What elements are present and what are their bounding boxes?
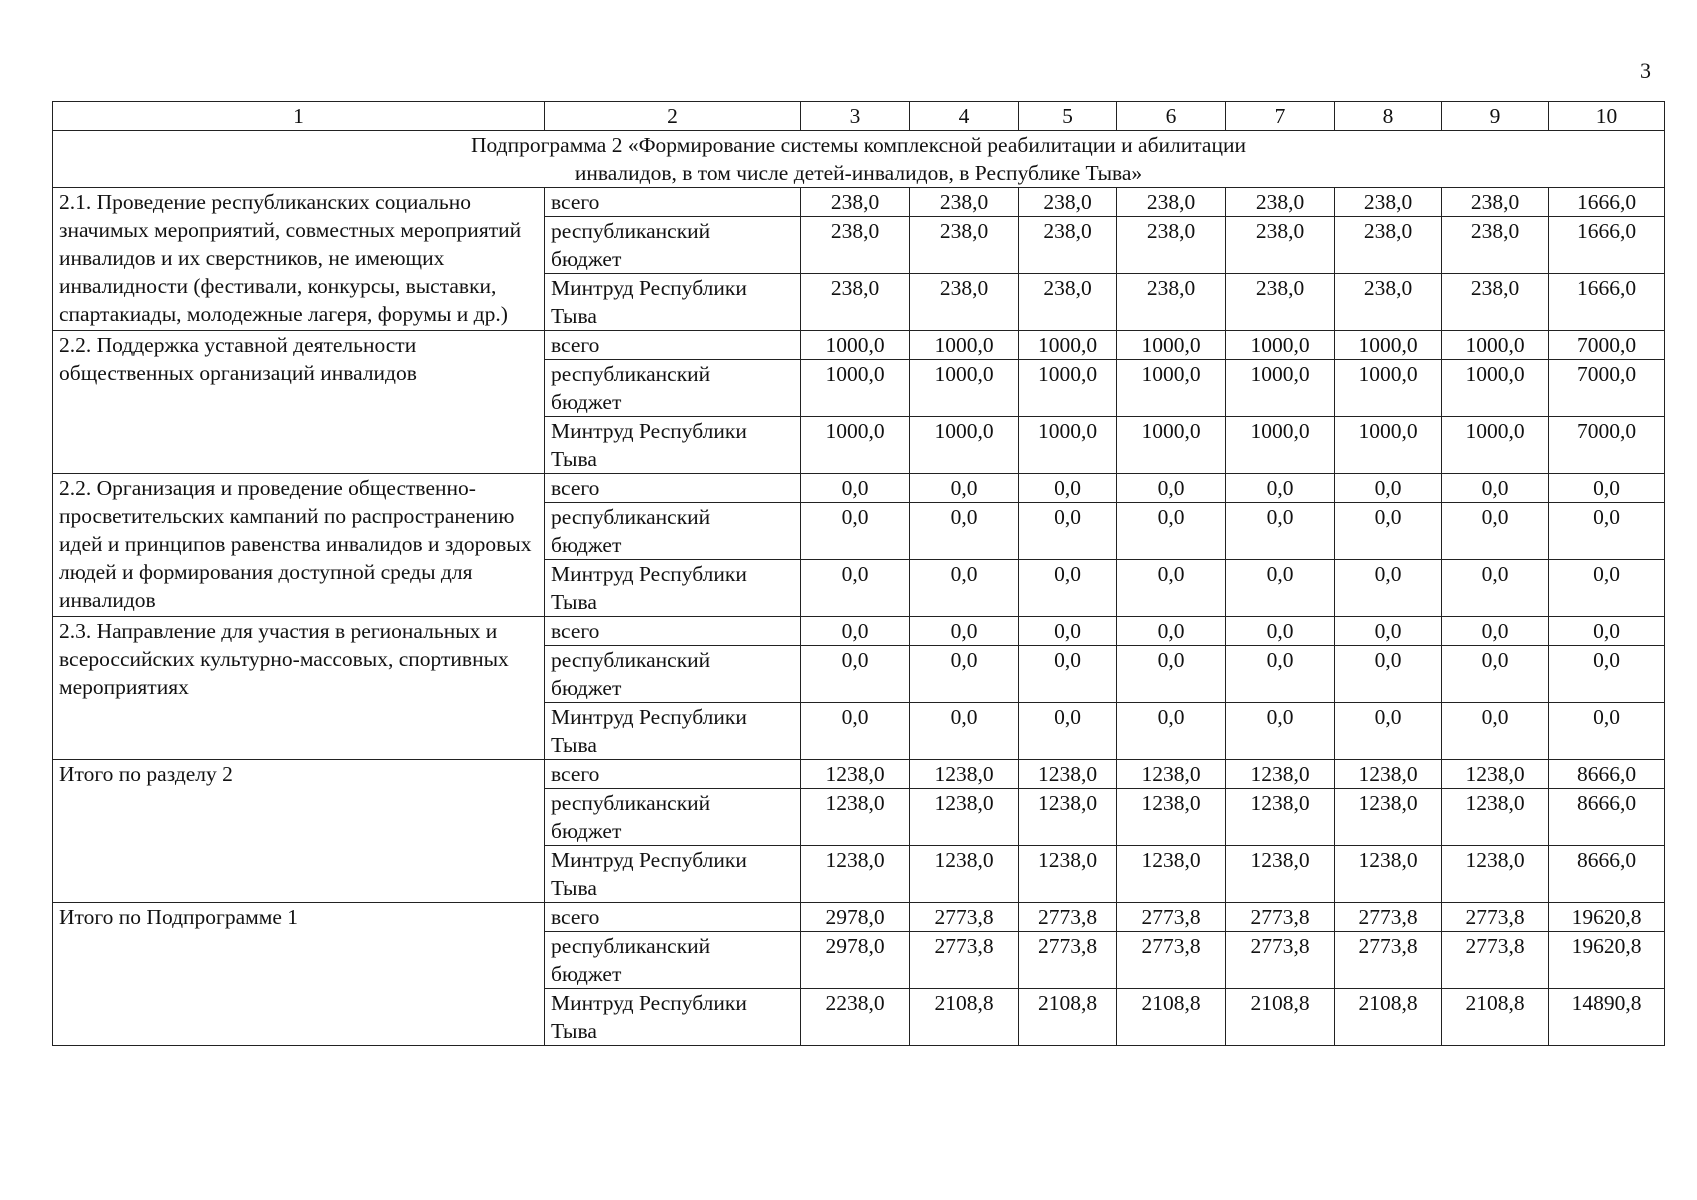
value-cell: 0,0: [1442, 617, 1549, 646]
value-cell: 238,0: [910, 188, 1019, 217]
column-number: 1: [53, 102, 545, 131]
value-cell: 0,0: [910, 617, 1019, 646]
funding-source: [545, 903, 801, 932]
funding-source: [545, 760, 801, 789]
value-cell: 0,0: [910, 646, 1019, 703]
column-number: 4: [910, 102, 1019, 131]
funding-source: [545, 274, 801, 331]
value-cell: 1000,0: [1226, 417, 1335, 474]
funding-source-label: бюджет: [551, 676, 622, 700]
value-cell: 1000,0: [1442, 360, 1549, 417]
table-row: [53, 760, 1665, 789]
funding-source-label: бюджет: [551, 247, 622, 271]
value-cell: 1000,0: [801, 331, 910, 360]
value-cell: 238,0: [910, 217, 1019, 274]
column-number: 9: [1442, 102, 1549, 131]
value-cell: 238,0: [801, 188, 910, 217]
value-cell: 1666,0: [1549, 274, 1665, 331]
value-cell: 1000,0: [1335, 331, 1442, 360]
funding-source-label: всего: [551, 762, 600, 786]
value-cell: 0,0: [1019, 560, 1117, 617]
funding-source-label: бюджет: [551, 962, 622, 986]
value-cell: 0,0: [910, 503, 1019, 560]
value-cell: 238,0: [1442, 188, 1549, 217]
funding-table: [52, 101, 1665, 1046]
value-cell: 1000,0: [801, 360, 910, 417]
value-cell: 2773,8: [1019, 932, 1117, 989]
value-cell: 2773,8: [1019, 903, 1117, 932]
value-cell: 0,0: [1226, 617, 1335, 646]
value-cell: 1238,0: [1442, 846, 1549, 903]
value-cell: 2108,8: [1117, 989, 1226, 1046]
funding-source: [545, 217, 801, 274]
value-cell: 1238,0: [1335, 760, 1442, 789]
value-cell: 1000,0: [1442, 417, 1549, 474]
value-cell: 1238,0: [910, 846, 1019, 903]
value-cell: 2108,8: [1226, 989, 1335, 1046]
value-cell: 19620,8: [1549, 903, 1665, 932]
page-number: 3: [1640, 58, 1651, 83]
value-cell: 0,0: [1335, 474, 1442, 503]
funding-source-label: Тыва: [551, 590, 597, 614]
value-cell: 238,0: [1335, 274, 1442, 331]
value-cell: 238,0: [801, 274, 910, 331]
value-cell: 0,0: [1335, 560, 1442, 617]
funding-source: [545, 560, 801, 617]
value-cell: 1238,0: [1335, 846, 1442, 903]
funding-source-label: всего: [551, 905, 600, 929]
value-cell: 8666,0: [1549, 846, 1665, 903]
funding-source-label: республиканский: [551, 791, 711, 815]
value-cell: 0,0: [1226, 503, 1335, 560]
value-cell: 0,0: [801, 617, 910, 646]
value-cell: 1238,0: [801, 846, 910, 903]
value-cell: 0,0: [1549, 646, 1665, 703]
funding-source: [545, 789, 801, 846]
value-cell: 1238,0: [1019, 760, 1117, 789]
value-cell: 238,0: [1117, 274, 1226, 331]
value-cell: 0,0: [801, 560, 910, 617]
value-cell: 1000,0: [1019, 417, 1117, 474]
value-cell: 1238,0: [910, 760, 1019, 789]
value-cell: 238,0: [1019, 188, 1117, 217]
value-cell: 1238,0: [801, 760, 910, 789]
value-cell: 1238,0: [1117, 846, 1226, 903]
value-cell: 0,0: [1549, 474, 1665, 503]
funding-source: [545, 932, 801, 989]
value-cell: 1000,0: [1117, 331, 1226, 360]
funding-source-label: бюджет: [551, 390, 622, 414]
value-cell: 0,0: [1019, 646, 1117, 703]
table-row: [53, 617, 1665, 646]
value-cell: 0,0: [1117, 617, 1226, 646]
table-row: [53, 474, 1665, 503]
value-cell: 2773,8: [1335, 932, 1442, 989]
value-cell: 0,0: [1442, 474, 1549, 503]
value-cell: 0,0: [1117, 474, 1226, 503]
value-cell: 7000,0: [1549, 360, 1665, 417]
value-cell: 1238,0: [1019, 846, 1117, 903]
funding-source-label: Тыва: [551, 304, 597, 328]
value-cell: 0,0: [1442, 503, 1549, 560]
value-cell: 1000,0: [1117, 360, 1226, 417]
activity-name: 2.3. Направление для участия в региональных и всероссийских культурно-массовых, спортивных мероприятиях: [53, 617, 545, 760]
funding-source-label: Тыва: [551, 876, 597, 900]
funding-source: [545, 989, 801, 1046]
value-cell: 1000,0: [801, 417, 910, 474]
funding-source-label: Минтруд Республики: [551, 562, 747, 586]
funding-source-label: республиканский: [551, 934, 711, 958]
funding-source-label: республиканский: [551, 505, 711, 529]
value-cell: 1000,0: [1226, 331, 1335, 360]
value-cell: 2773,8: [910, 932, 1019, 989]
value-cell: 0,0: [1442, 646, 1549, 703]
value-cell: 238,0: [1117, 188, 1226, 217]
funding-source-label: Минтруд Республики: [551, 276, 747, 300]
value-cell: 0,0: [801, 646, 910, 703]
funding-source-label: всего: [551, 333, 600, 357]
activity-name: 2.2. Поддержка уставной деятельности общественных организаций инвалидов: [53, 331, 545, 474]
value-cell: 0,0: [1549, 617, 1665, 646]
value-cell: 238,0: [1226, 274, 1335, 331]
subprogram-title-row: [53, 131, 1665, 188]
activity-name: 2.2. Организация и проведение общественно-просветительских кампаний по распространению идей и принципов равенства инвалидов и здоровых людей и формирования доступной среды для инвалидов: [53, 474, 545, 617]
value-cell: 0,0: [1549, 503, 1665, 560]
value-cell: 14890,8: [1549, 989, 1665, 1046]
funding-source-label: Минтруд Республики: [551, 419, 747, 443]
value-cell: 1238,0: [1226, 846, 1335, 903]
table-row: [53, 903, 1665, 932]
value-cell: 0,0: [801, 474, 910, 503]
value-cell: 0,0: [1226, 560, 1335, 617]
value-cell: 0,0: [1335, 617, 1442, 646]
value-cell: 0,0: [910, 474, 1019, 503]
value-cell: 2773,8: [1442, 932, 1549, 989]
value-cell: 1000,0: [1335, 360, 1442, 417]
column-number-row: [53, 102, 1665, 131]
funding-source: [545, 503, 801, 560]
activity-name: 2.1. Проведение республиканских социально значимых мероприятий, совместных мероприятий инвалидов и их сверстников, не имеющих инвалидности (фестивали, конкурсы, выставки, спартакиады, молодежные лагеря, форумы и др.): [53, 188, 545, 331]
value-cell: 0,0: [1335, 503, 1442, 560]
funding-source-label: республиканский: [551, 648, 711, 672]
value-cell: 2978,0: [801, 932, 910, 989]
value-cell: 0,0: [910, 560, 1019, 617]
column-number: 7: [1226, 102, 1335, 131]
value-cell: 1000,0: [910, 417, 1019, 474]
value-cell: 238,0: [1019, 217, 1117, 274]
activity-name: Итого по Подпрограмме 1: [53, 903, 545, 1046]
subprogram-title-line: Подпрограмма 2 «Формирование системы комплексной реабилитации и абилитации: [471, 133, 1246, 157]
value-cell: 1666,0: [1549, 217, 1665, 274]
value-cell: 1238,0: [1335, 789, 1442, 846]
value-cell: 1666,0: [1549, 188, 1665, 217]
value-cell: 1238,0: [1117, 789, 1226, 846]
value-cell: 238,0: [1019, 274, 1117, 331]
table-row: [53, 331, 1665, 360]
value-cell: 19620,8: [1549, 932, 1665, 989]
value-cell: 0,0: [910, 703, 1019, 760]
value-cell: 1000,0: [1442, 331, 1549, 360]
value-cell: 0,0: [1442, 703, 1549, 760]
funding-source-label: республиканский: [551, 362, 711, 386]
value-cell: 0,0: [1549, 703, 1665, 760]
funding-source: [545, 331, 801, 360]
value-cell: 1000,0: [910, 331, 1019, 360]
value-cell: 1238,0: [1117, 760, 1226, 789]
value-cell: 1238,0: [801, 789, 910, 846]
value-cell: 2773,8: [910, 903, 1019, 932]
funding-source-label: всего: [551, 476, 600, 500]
funding-source: [545, 474, 801, 503]
value-cell: 238,0: [1335, 217, 1442, 274]
funding-source-label: Минтруд Республики: [551, 991, 747, 1015]
funding-source: [545, 188, 801, 217]
column-number: 6: [1117, 102, 1226, 131]
column-number: 5: [1019, 102, 1117, 131]
funding-source-label: всего: [551, 190, 600, 214]
value-cell: 2978,0: [801, 903, 910, 932]
value-cell: 1000,0: [1335, 417, 1442, 474]
value-cell: 1000,0: [1226, 360, 1335, 417]
value-cell: 2108,8: [1335, 989, 1442, 1046]
funding-source-label: Минтруд Республики: [551, 705, 747, 729]
value-cell: 2773,8: [1335, 903, 1442, 932]
funding-source: [545, 417, 801, 474]
funding-source: [545, 703, 801, 760]
funding-source-label: бюджет: [551, 819, 622, 843]
value-cell: 0,0: [1117, 503, 1226, 560]
value-cell: 0,0: [1117, 646, 1226, 703]
value-cell: 238,0: [1226, 217, 1335, 274]
value-cell: 2773,8: [1226, 932, 1335, 989]
subprogram-title: [53, 131, 1665, 188]
value-cell: 0,0: [1019, 617, 1117, 646]
subprogram-title-line: инвалидов, в том числе детей-инвалидов, в Республике Тыва»: [574, 161, 1143, 185]
value-cell: 238,0: [1442, 274, 1549, 331]
funding-source-label: Тыва: [551, 447, 597, 471]
value-cell: 1000,0: [1117, 417, 1226, 474]
value-cell: 2773,8: [1117, 903, 1226, 932]
value-cell: 1238,0: [1442, 789, 1549, 846]
value-cell: 0,0: [1335, 646, 1442, 703]
funding-source: [545, 360, 801, 417]
funding-source-label: бюджет: [551, 533, 622, 557]
value-cell: 0,0: [801, 503, 910, 560]
funding-source: [545, 617, 801, 646]
column-number: 10: [1549, 102, 1665, 131]
value-cell: 2108,8: [1019, 989, 1117, 1046]
value-cell: 8666,0: [1549, 760, 1665, 789]
table-row: [53, 188, 1665, 217]
column-number: 8: [1335, 102, 1442, 131]
funding-source-label: республиканский: [551, 219, 711, 243]
value-cell: 238,0: [1117, 217, 1226, 274]
value-cell: 0,0: [1226, 474, 1335, 503]
funding-source: [545, 846, 801, 903]
value-cell: 2108,8: [910, 989, 1019, 1046]
value-cell: 1000,0: [1019, 360, 1117, 417]
value-cell: 1000,0: [910, 360, 1019, 417]
activity-name: Итого по разделу 2: [53, 760, 545, 903]
value-cell: 2773,8: [1117, 932, 1226, 989]
funding-source-label: Минтруд Республики: [551, 848, 747, 872]
value-cell: 7000,0: [1549, 417, 1665, 474]
value-cell: 0,0: [1019, 703, 1117, 760]
value-cell: 1238,0: [910, 789, 1019, 846]
value-cell: 0,0: [1019, 474, 1117, 503]
value-cell: 0,0: [1226, 703, 1335, 760]
funding-source: [545, 646, 801, 703]
value-cell: 238,0: [801, 217, 910, 274]
value-cell: 7000,0: [1549, 331, 1665, 360]
value-cell: 1238,0: [1226, 760, 1335, 789]
funding-source-label: всего: [551, 619, 600, 643]
value-cell: 238,0: [910, 274, 1019, 331]
value-cell: 0,0: [1117, 703, 1226, 760]
value-cell: 238,0: [1442, 217, 1549, 274]
value-cell: 2773,8: [1226, 903, 1335, 932]
value-cell: 2238,0: [801, 989, 910, 1046]
value-cell: 238,0: [1335, 188, 1442, 217]
value-cell: 1238,0: [1226, 789, 1335, 846]
column-number: 3: [801, 102, 910, 131]
funding-source-label: Тыва: [551, 1019, 597, 1043]
value-cell: 0,0: [1226, 646, 1335, 703]
value-cell: 8666,0: [1549, 789, 1665, 846]
value-cell: 0,0: [1549, 560, 1665, 617]
value-cell: 0,0: [1019, 503, 1117, 560]
value-cell: 0,0: [1117, 560, 1226, 617]
value-cell: 0,0: [1442, 560, 1549, 617]
value-cell: 1238,0: [1442, 760, 1549, 789]
value-cell: 0,0: [1335, 703, 1442, 760]
value-cell: 0,0: [801, 703, 910, 760]
column-number: 2: [545, 102, 801, 131]
value-cell: 1238,0: [1019, 789, 1117, 846]
funding-source-label: Тыва: [551, 733, 597, 757]
value-cell: 238,0: [1226, 188, 1335, 217]
table-body: [53, 102, 1665, 1046]
value-cell: 1000,0: [1019, 331, 1117, 360]
value-cell: 2773,8: [1442, 903, 1549, 932]
value-cell: 2108,8: [1442, 989, 1549, 1046]
